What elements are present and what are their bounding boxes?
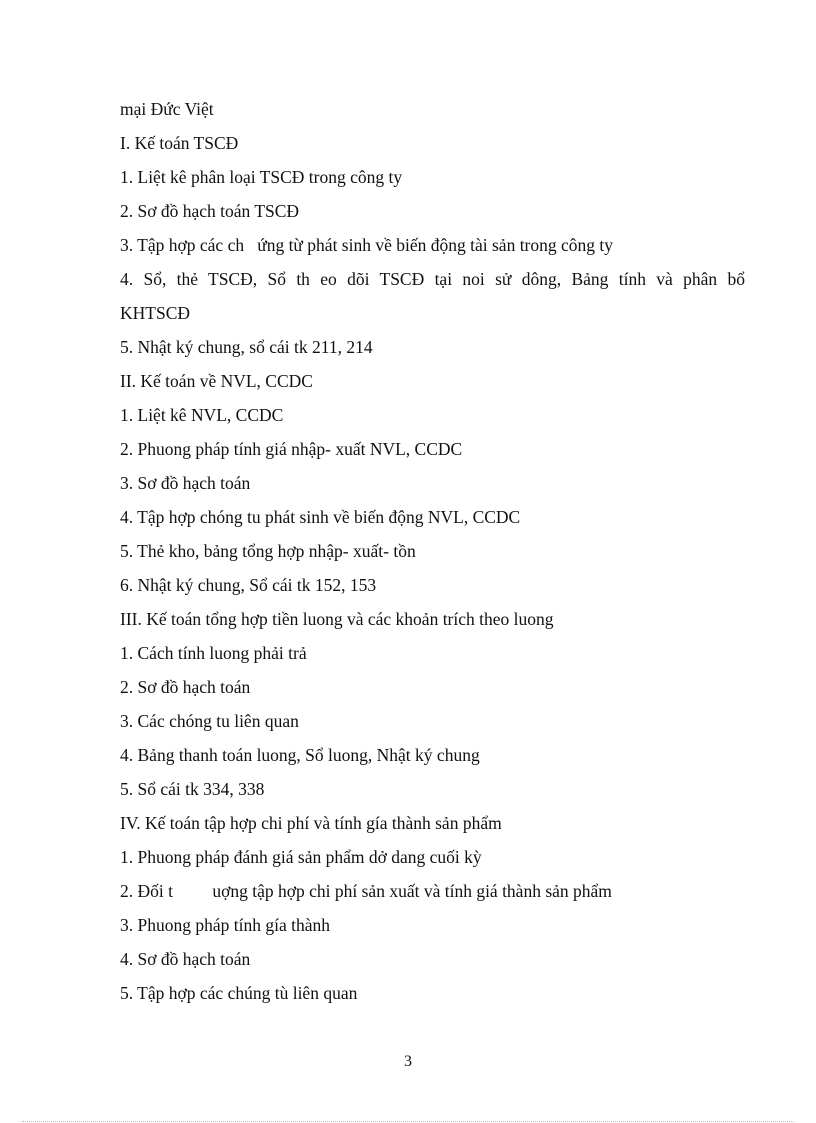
text-line: mại Đức Việt [120,99,214,119]
section-heading: II. Kế toán về NVL, CCDC [120,371,313,391]
footer-divider [22,1121,794,1122]
list-item: 3. Các chóng tu liên quan [120,711,299,731]
list-item: 3. Tập hợp các ch ứng từ phát sinh về biến động tài sản trong công ty [120,235,614,255]
list-item: 5. Sổ cái tk 334, 338 [120,779,265,799]
section-heading: III. Kế toán tổng hợp tiền luong và các khoản trích theo luong [120,609,554,629]
section-heading: IV. Kế toán tập hợp chi phí và tính gía thành sản phẩm [120,813,502,833]
list-item: 5. Thẻ kho, bảng tổng hợp nhập- xuất- tồn [120,541,416,561]
list-item: 3. Sơ đồ hạch toán [120,473,251,493]
page-number: 3 [404,1053,412,1070]
list-item: 2. Phuong pháp tính giá nhập- xuất NVL, CCDC [120,439,463,459]
list-item: 4. Bảng thanh toán luong, Sổ luong, Nhật ký chung [120,745,480,765]
list-item: 4. Tập hợp chóng tu phát sinh về biến động NVL, CCDC [120,507,521,527]
list-item: 2. Sơ đồ hạch toán TSCĐ [120,201,300,221]
list-item: 6. Nhật ký chung, Sổ cái tk 152, 153 [120,575,377,595]
list-item: 2. Đối t uợng tập hợp chi phí sản xuất và tính giá thành sản phẩm [120,881,612,901]
list-item: 1. Liệt kê phân loại TSCĐ trong công ty [120,167,403,187]
list-item: 1. Phuong pháp đánh giá sản phẩm dở dang cuối kỳ [120,847,482,867]
list-item: 5. Tập hợp các chúng tù liên quan [120,983,358,1003]
list-item: 3. Phuong pháp tính gía thành [120,915,330,935]
section-heading: I. Kế toán TSCĐ [120,133,239,153]
list-item: 1. Cách tính luong phải trả [120,643,307,663]
list-item: 5. Nhật ký chung, sổ cái tk 211, 214 [120,337,373,357]
list-item: 2. Sơ đồ hạch toán [120,677,251,697]
list-item: 4. Sổ, thẻ TSCĐ, Sổ th eo dõi TSCĐ tại noi sử dông, Bảng tính và phân bổ [120,269,745,289]
list-item: 4. Sơ đồ hạch toán [120,949,251,969]
outline-list [120,92,745,1010]
list-item-continuation: KHTSCĐ [120,303,191,323]
list-item: 1. Liệt kê NVL, CCDC [120,405,284,425]
